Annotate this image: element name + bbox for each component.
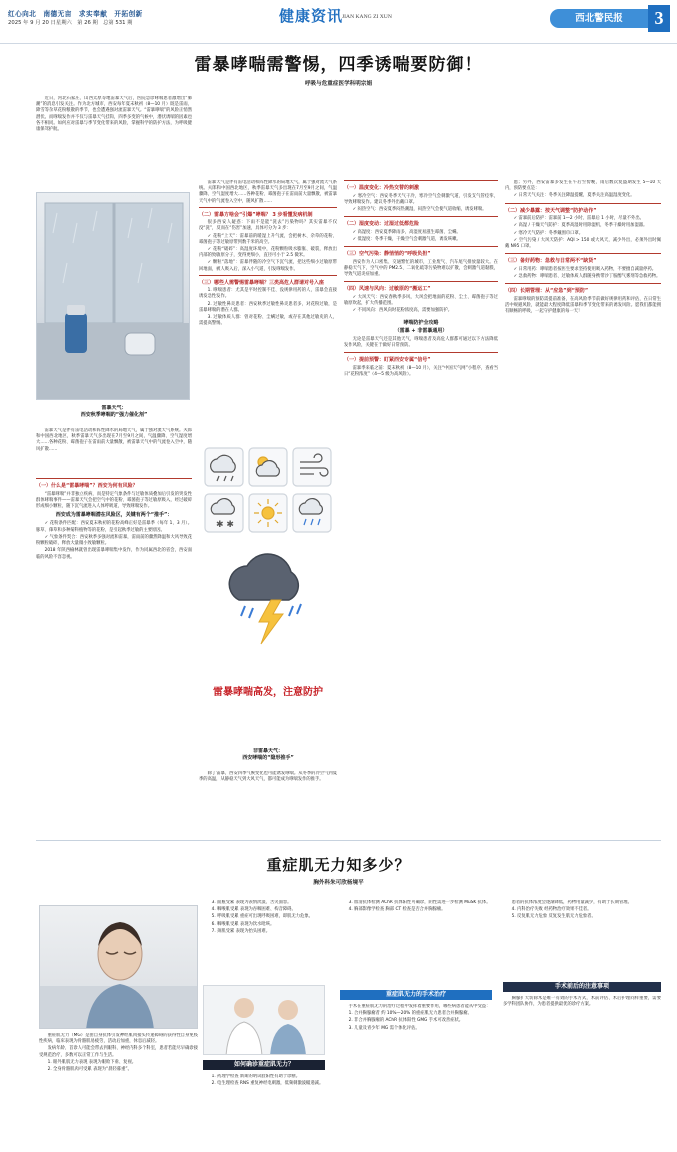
page-number: 3 — [648, 5, 670, 32]
article1-author: 呼吸与危重症医学科明宗娟 — [304, 81, 373, 87]
header-slogan: 红心向北 南德无亩 求实奉献 开拓创新 — [8, 10, 143, 18]
column-4-text: 虑；另外，西安雷暴多发生在午后至傍晚，雨后数次复盛期发生 5—10 天内，预防要点是： ✓ 日常天气关注：冬季关注降温提醒，夏季关注高温湿度变化。 （二）减少暴露：按天气调整“防护动作” ✓ 雷暴前后防护：雷暴前 1—2 小时、雷暴后 1 小时，尽量不外出。 ✓ 高湿 / 干燥天气防护：夏季高湿时用除湿机，冬季干燥时用加湿器。 ✓ 寒冷天气防护：冬季戴围巾口罩。 ✓ 空气污染 / 大风天防护：AQI > 150 或大风天，减少外出，必须外出时佩戴 N95 口罩。 （三）备好药物：急救与日常两不“缺货” ✓ 日常用药：哮喘患者按医生要求坚持使用吸入药物，不要擅自减量停药。 ✓ 急救药物：哮喘患者、过敏体质人群随身携带沙丁胺醇气雾剂等急救药物。 （四）长期管理：从“应急”到“预防” 雷暴哮喘的预防需提前准备，在高风险季节前做好规律用药和评估，在日常生活中规避风险，就能最大程度降低雷暴和季节变化带来的诱发风险。愿我们都能拥有顺畅的呼吸，一起守护健康的每一天！ — [505, 180, 661, 315]
article-divider — [36, 840, 661, 841]
doctor-illustration — [204, 986, 325, 1055]
article1-intro: 近日，河北石家庄、山西太原等地雷暴天气后，医院急诊哮喘患者激增出“肺潮”的消息引发关注。作为北方城市，西安每年夏末秋初（8—10 月）既是雷雨、降雪等杂草花粉粮散的季节，也会遭遇强对流雷暴天气。“雷暴哮喘”的风险正悄然潜伏。而哮喘发作并不仅与雷暴天气挂钩，四季多变的气候中，潜伏诱喘的因素也各不相同。如何应对雷暴与季节变化带来的风险，掌握科学的防护方法，为呼吸健康保驾护航。 — [36, 96, 192, 133]
article2-col1: 重症肌无力（MG）是由自身抗体引发神经肌肉接头传递障碍的获得性自身免疫性疾病，临床表现为骨骼肌易疲劳，活动后加重，休息后减轻。 发病年龄、首诊人可能会带去到眼科、神经内科多个科室，患者若能尽早确诊接受规范治疗，多数可以正常工作与生活。 1. 眼外肌肌无力表现 表现为眼睑下垂、复视。 2. 全身骨骼肌肉可受累 表现为“晨轻暮重”。 — [39, 1033, 198, 1073]
doctor-consultation-photo — [203, 985, 325, 1055]
issue-dates: 2025 年 9 月 20 日星期六 第 26 期 总第 531 期 — [8, 20, 133, 26]
article2-headline: 重症肌无力知多少？ — [266, 856, 411, 874]
photo-caption: 雷暴天气： 西安秋季哮喘的“强力催化剂” — [80, 405, 148, 418]
article1-headline: 雷暴哮喘需警惕，四季诱喘要防御！ — [194, 55, 483, 75]
asthma-inhaler-photo — [36, 192, 190, 400]
svg-text:✱ ✱: ✱ ✱ — [216, 520, 234, 530]
cloud-icon — [249, 448, 287, 486]
snow-icon — [205, 494, 243, 532]
article2-surgery: 手术在重症肌无力的治疗过程中发挥着重要作用，哪些病患者能从中受益： 1. 合并胸腺瘤者 约 10%—20% 的重症肌无力患者合并胸腺瘤。 2. 非合并胸腺瘤的 AChR 抗体阳性 GMG 手术可改善症状。 3. 儿童及青少年 MG 需个体化评估。 — [348, 1004, 491, 1031]
window-rain-illustration — [37, 193, 190, 400]
photo-paragraph: 雷暴天气是伴有雷电活动和阵性降水的局地天气，属于强对流天气系统。夫郎和中国西北地区，秋季雷暴天气多出现在7月至9月之间，气温骤降、空气湿度增大……各种花粉、霉菌孢子在雷雨前大量飘散，被雷暴天气中的气流卷入空中，随风扩散…… — [36, 428, 192, 452]
page-header — [0, 0, 677, 44]
diagnosis-band: 如何确诊重症肌无力？ — [203, 1060, 325, 1070]
precautions-band: 手术前后的注意事项 — [503, 982, 661, 992]
column-2-text: 雷暴天气是伴有雷电活动和阵性降水的局地天气，属于强对流天气系统。夫郎和中国西北地区，秋季雷暴天气多出现在7月至9月之间，气温骤降、空气湿度增大……各种花粉、霉菌孢子在雷雨前大量飘散，被雷暴天气中的气流卷入空中，随风扩散…… （二）雷暴方啥会“引爆”哮喘？ 3 步看懂发病机制 很多西安人疑惑：下雨不是能“洗去”污染物吗？其实雷暴不仅没“洗”，反而在“伤害”加速，具体可分为 3 步： ✓ 花粉“上天”：雷暴前的暖湿上升气流，会把树木、杂草的花粉、霉菌孢子等过敏原带到数千米的高空。 ✓ 花粉“破碎”：高湿度环境中，花粉颗粒吸水膨胀、破裂，释放出内部的致敏原分子，变得更细小，直径可小于 2.5 微米。 ✓ 颗粒“落地”：雷暴伴随的冷空气下沉气流，把这些细小过敏原带回地面，被人吸入后，深入小气道，引发哮喘发作。 （三）哪些人需警惕雷暴哮喘？三类高危人群请对号入座 1. 哮喘患者：尤其是平时控制不佳、没规律用药的人，雷暴会直接诱发急性发作。 2. 过敏性鼻炎患者：西安秋季过敏性鼻炎患者多，对花粉过敏，是雷暴哮喘的潜在人群。 3. 过敏体质人群：曾对花粉、尘螨过敏，或存在其他过敏史的人，需提高警惕。 — [199, 180, 337, 327]
wind-icon — [293, 448, 331, 486]
weather-icons-panel — [199, 442, 337, 728]
section-title: 健康资讯 — [279, 7, 344, 25]
section-what-is-storm-asthma: （一）什么是“雷暴哮喘”？西安为何有风险？ “雷暴哮喘”并非独立疾病，而是特定气象条件与过敏体质叠加后引发的突发性群体哮喘事件——雷暴天气会把空气中的花粉、霉菌孢子等过敏原吸入，经过破碎形成细小颗粒，随下沉气流进入人体呼吸道，导致哮喘发作。 西安成为雷暴哮喘潜在风险区，关键有两个“推手”： ✓ 花粉条件匹配：西安夏末秋初的花粉高峰正好是雷暴季（每年 1、3 月）。豚草、葎草和多种菊科植物等的花粉，是引起秋季过敏的主要原因。 ✓ 气象条件契合：西安秋季多强对流和雷暴，雷雨前的骤然降温和大风导致花粉颗粒破碎，释放大量微小致敏颗粒。 2018 年陕西榆林就曾出现雷暴哮喘集中发作，作为同属西北的省会，西安面临的风险不容忽视。 — [36, 478, 192, 828]
article2-author: 胸外科朱可欣杨境平 — [313, 880, 364, 886]
column-3-text: （一）温度变化：冷热交替的刺激 ✓ 寒冷空气：西安冬季天气干冷，寒冷空气会刺激气道，引发支气管痉挛，导致哮喘发作。建议冬季外出戴口罩。 ✓ 闷热空气：西安夏季闷热潮湿，闷热空气会使气道收缩，诱发哮喘。 （二）湿度变动：过湿过低都危险 ✓ 高湿度：西安夏季降雨多，高湿度易滋生霉菌、尘螨。 ✓ 低湿度：冬季干燥，干燥空气会刺激气道，诱发咳嗽。 （三）空气污染：静悄悄的“呼吸负担” 西安作为人口密集、交通繁忙的城市，工业废气、汽车尾气排放量较大。在静稳天气下，空气中的 PM2.5、二氧化硫等污染物难以扩散，会刺激气道黏膜，导致气道炎症加重。 （四）风速与风向：过敏原的“搬运工” ✓ 大风天气：西安春秋季多风，大风会把地面的花粉、尘土、霉菌孢子等过敏原吹起，扩大传播范围。 ✓ 不同风向：西风向时花粉浓度高，需要加强防护。 哮喘防护全攻略 （雷暴 + 非雷暴通用） 无论是雷暴天气还是其他天气，哮喘患者及高危人群都可通过以下方法降低发作风险，关键在于做好日常预防。 （一）提前预警：盯紧西安专属“信号” 雷暴季来临之前：夏末秋初（8—10 月），关注“中国天气网”小程序，查看当日“花粉浓度”（4—5 级为高风险）。 — [344, 180, 498, 830]
non-storm-paragraph: 除了雷暴，西安四季气候变化也可能诱发哮喘。从冬季的冷空气到夏季的高温，从静稳天气到大风天气，都可能成为哮喘发作的推手。 — [199, 771, 337, 783]
article2-col4: 患者的抗体浓度会逐渐降低，药物用量减少，有助于长期管理。 4. 内科治疗失败 经药物治疗效果不佳者。 5. 反复肌无力危象 反复发生肌无力危象者。 — [511, 900, 632, 920]
thunderstorm-icon — [229, 554, 301, 644]
article2-diagnosis: 1. 药理学检查 新斯的明试验阳性有助于诊断。 2. 电生理检查 RNS 重复神经电刺激，低频刺激波幅递减。 — [211, 1074, 324, 1087]
non-storm-caption: 非雷暴天气： 西安哮喘的“隐形推手” — [242, 748, 294, 761]
myasthenia-patient-photo — [39, 905, 198, 1029]
sun-icon — [249, 494, 287, 532]
rain-icon — [293, 494, 331, 532]
patient-illustration — [40, 906, 198, 1029]
newspaper-name: 西北警民报 — [550, 9, 648, 28]
article2-precautions: 胸腺扩大切除术是唯一有效的手术方式，术前评估、术后护理同样重要，需要多学科团队协作，为患者提供最优的诊疗方案。 — [503, 996, 661, 1008]
storm-asthma-warning: 雷暴哮喘高发，注意防护 — [213, 687, 323, 698]
article2-col3: 3. 血清抗体检测 AChR 抗体阳性可确诊，阴性需进一步检测 MuSK 抗体。 4. 胸部影像学检查 胸部 CT 检查是否合并胸腺瘤。 — [348, 900, 491, 913]
section-pinyin: JIAN KANG ZI XUN — [342, 14, 392, 20]
surgery-band: 重症肌无力的手术治疗 — [340, 990, 492, 1000]
article2-col2: 3. 面瓶受累 表现为表情淡漠、苦笑面容。 4. 咽喉肌受累 表现为吞咽困难、构音障碍。 5. 呼吸肌受累 重症可出现呼吸困难，即肌无力危象。 6. 咽喉肌受累 表现为饮水呛咳。 7. 颈肌受累 表现为抬头困难。 — [211, 900, 313, 934]
weather-icon-grid — [199, 442, 337, 686]
